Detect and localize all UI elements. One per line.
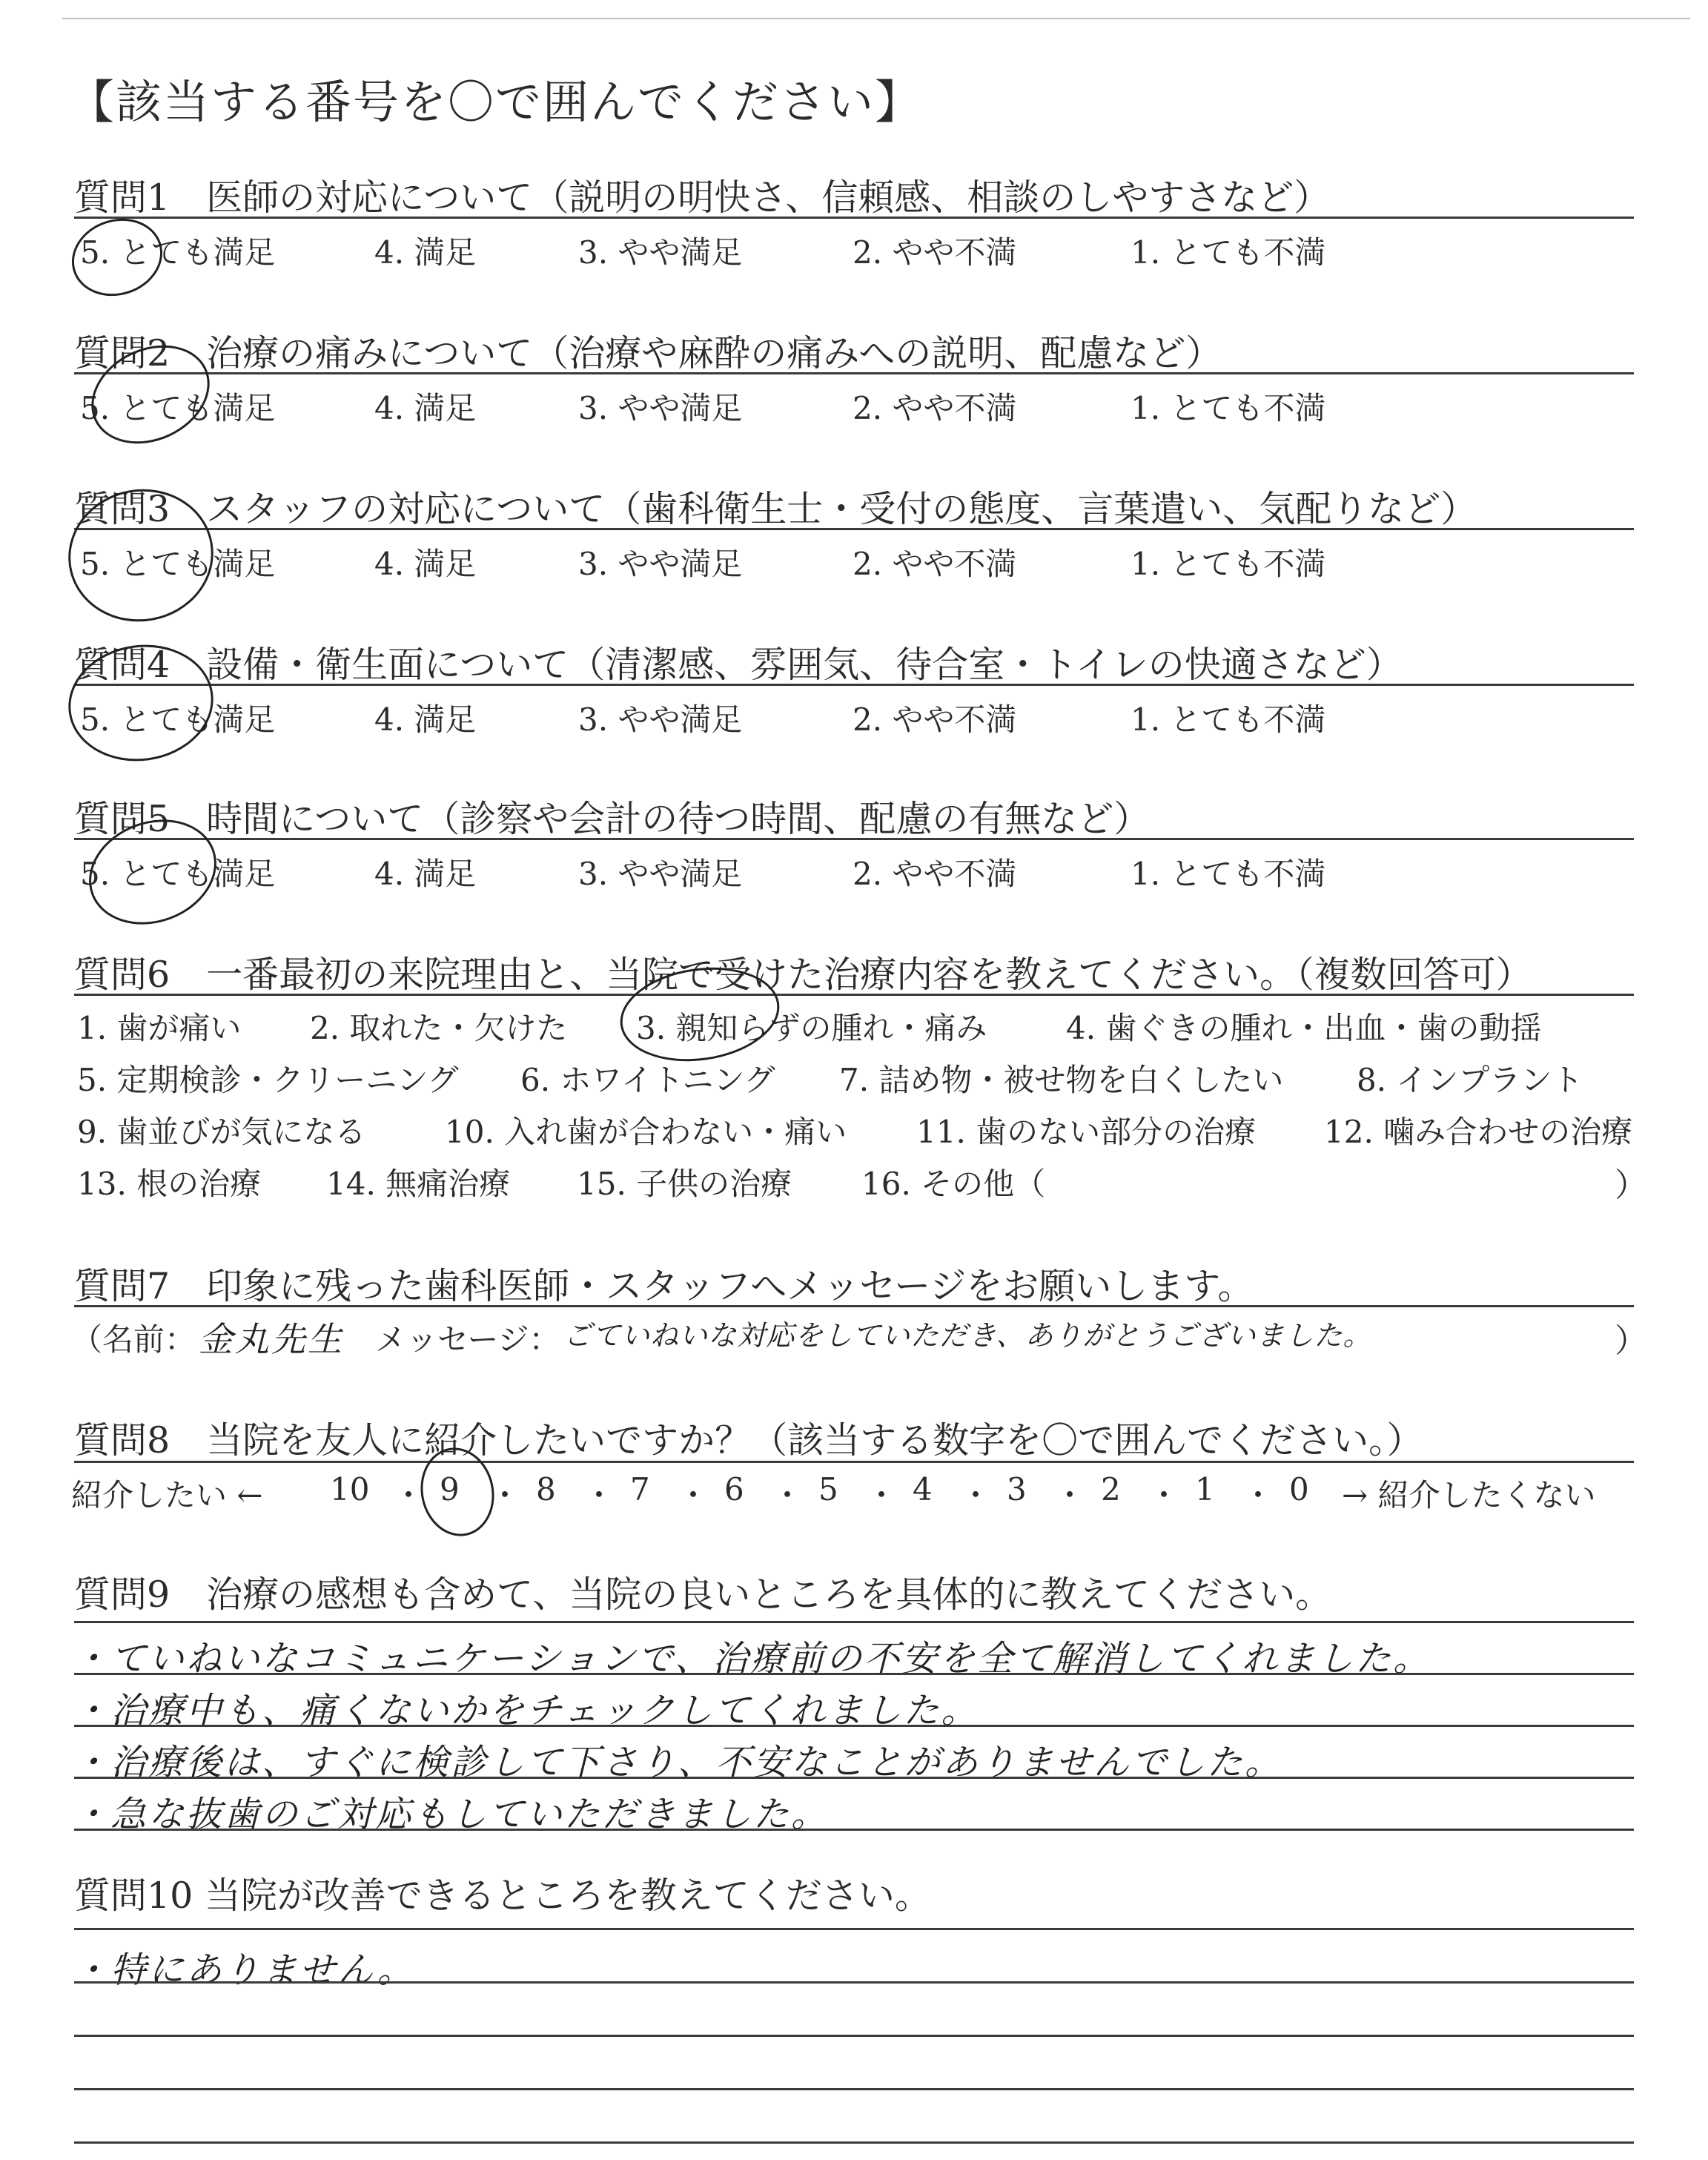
question-label: 質問10 当院が改善できるところを教えてください。 <box>74 1875 931 1917</box>
reason-option[interactable]: 11. 歯のない部分の治療 <box>916 1114 1257 1150</box>
scale-5[interactable]: 5 <box>818 1471 838 1507</box>
reason-option[interactable]: 10. 入れ歯が合わない・痛い <box>445 1114 847 1150</box>
reason-option[interactable]: 7. 詰め物・被せ物を白くしたい <box>839 1062 1284 1098</box>
question-label: 質問4 設備・衛生面について（清潔感、雰囲気、待合室・トイレの快適さなど） <box>74 644 1403 686</box>
option-1[interactable]: 1. とても不満 <box>1131 390 1326 426</box>
reason-option[interactable]: 16. その他（ <box>861 1166 1046 1202</box>
option-5[interactable]: 5. とても満足 <box>80 390 276 426</box>
top-border <box>62 18 1690 19</box>
question-label: 質問6 一番最初の来院理由と、当院で受けた治療内容を教えてください。（複数回答可） <box>74 954 1532 996</box>
option-3[interactable]: 3. やや満足 <box>578 546 743 582</box>
answer-line <box>74 1981 1634 1984</box>
message-close-paren: ） <box>1615 1322 1647 1360</box>
answer-line <box>74 1928 1634 1930</box>
underline <box>74 217 1634 219</box>
option-5[interactable]: 5. とても満足 <box>80 856 276 892</box>
scale-2[interactable]: 2 <box>1101 1471 1121 1507</box>
answer-line <box>74 1777 1634 1779</box>
scale-8[interactable]: 8 <box>536 1471 556 1507</box>
option-2[interactable]: 2. やや不満 <box>853 546 1017 582</box>
option-4[interactable]: 4. 満足 <box>374 701 477 738</box>
underline <box>74 528 1634 530</box>
answer-line <box>74 1621 1634 1623</box>
answer-line <box>74 2035 1634 2037</box>
option-3[interactable]: 3. やや満足 <box>578 701 743 738</box>
option-1[interactable]: 1. とても不満 <box>1131 701 1326 738</box>
scale-0[interactable]: 0 <box>1289 1471 1309 1507</box>
scale-7[interactable]: 7 <box>630 1471 650 1507</box>
reason-option[interactable]: 15. 子供の治療 <box>577 1166 792 1202</box>
reason-option[interactable]: 4. 歯ぐきの腫れ・出血・歯の動揺 <box>1066 1010 1542 1046</box>
underline <box>74 684 1634 686</box>
scale-3[interactable]: 3 <box>1007 1471 1027 1507</box>
page-title: 【該当する番号を〇で囲んでください】 <box>68 75 923 129</box>
recommend-right-label: → 紹介したくない <box>1342 1477 1596 1513</box>
answer-line-1[interactable]: ・ていねいなコミュニケーションで、治療前の不安を全て解消してくれました。 <box>73 1638 1431 1680</box>
answer-line <box>74 2141 1634 2144</box>
reason-option[interactable]: 9. 歯並びが気になる <box>77 1114 366 1150</box>
name-answer[interactable]: 金丸先生 <box>199 1319 344 1359</box>
question-label: 質問2 治療の痛みについて（治療や麻酔の痛みへの説明、配慮など） <box>74 332 1222 374</box>
option-5[interactable]: 5. とても満足 <box>80 546 276 582</box>
reason-option[interactable]: 3. 親知らずの腫れ・痛み <box>636 1010 987 1046</box>
scale-4[interactable]: 4 <box>913 1471 933 1507</box>
reason-option[interactable]: 5. 定期検診・クリーニング <box>77 1062 459 1098</box>
scale-10[interactable]: 10 <box>330 1471 370 1507</box>
option-5[interactable]: 5. とても満足 <box>80 701 276 738</box>
scale-9[interactable]: 9 <box>440 1471 460 1507</box>
answer-line <box>74 1673 1634 1675</box>
option-2[interactable]: 2. やや不満 <box>853 390 1017 426</box>
question-label: 質問8 当院を友人に紹介したいですか？（該当する数字を〇で囲んでください。） <box>74 1419 1423 1462</box>
underline <box>74 838 1634 840</box>
reason-option[interactable]: 12. 噛み合わせの治療 <box>1324 1114 1633 1150</box>
option-3[interactable]: 3. やや満足 <box>578 234 743 271</box>
name-label: （名前： <box>71 1321 196 1358</box>
question-label: 質問7 印象に残った歯科医師・スタッフへメッセージをお願いします。 <box>74 1265 1254 1307</box>
option-2[interactable]: 2. やや不満 <box>853 856 1017 892</box>
option-4[interactable]: 4. 満足 <box>374 234 477 271</box>
scale-6[interactable]: 6 <box>724 1471 744 1507</box>
option-1[interactable]: 1. とても不満 <box>1131 856 1326 892</box>
option-4[interactable]: 4. 満足 <box>374 856 477 892</box>
option-2[interactable]: 2. やや不満 <box>853 701 1017 738</box>
reason-option[interactable]: 14. 無痛治療 <box>326 1166 511 1202</box>
message-answer[interactable]: ごていねいな対応をしていただき、ありがとうございました。 <box>563 1319 1372 1352</box>
question-label: 質問3 スタッフの対応について（歯科衛生士・受付の態度、言葉遣い、気配りなど） <box>74 488 1477 530</box>
answer-line <box>74 2088 1634 2090</box>
underline <box>74 994 1634 996</box>
message-label: メッセージ： <box>375 1321 560 1358</box>
option-5[interactable]: 5. とても満足 <box>80 234 276 271</box>
option-1[interactable]: 1. とても不満 <box>1131 546 1326 582</box>
question-label: 質問9 治療の感想も含めて、当院の良いところを具体的に教えてください。 <box>74 1573 1332 1616</box>
reason-option[interactable]: 6. ホワイトニング <box>520 1062 775 1098</box>
answer-line-4[interactable]: ・急な抜歯のご対応もしていただきました。 <box>73 1794 830 1835</box>
option-4[interactable]: 4. 満足 <box>374 546 477 582</box>
underline <box>74 372 1634 374</box>
answer-line-1[interactable]: ・特にありません。 <box>73 1949 415 1991</box>
scale-1[interactable]: 1 <box>1195 1471 1215 1507</box>
selection-circle <box>62 207 172 307</box>
answer-line-2[interactable]: ・治療中も、痛くないかをチェックしてくれました。 <box>73 1690 979 1731</box>
reason-option[interactable]: 2. 取れた・欠けた <box>310 1010 568 1046</box>
reason-option[interactable]: 8. インプラント <box>1357 1062 1583 1098</box>
answer-line <box>74 1725 1634 1727</box>
question-label: 質問1 医師の対応について（説明の明快さ、信頼感、相談のしやすさなど） <box>74 176 1331 219</box>
option-3[interactable]: 3. やや満足 <box>578 856 743 892</box>
underline <box>74 1461 1634 1463</box>
option-3[interactable]: 3. やや満足 <box>578 390 743 426</box>
underline <box>74 1305 1634 1307</box>
option-1[interactable]: 1. とても不満 <box>1131 234 1326 271</box>
option-4[interactable]: 4. 満足 <box>374 390 477 426</box>
answer-line <box>74 1829 1634 1831</box>
recommend-left-label: 紹介したい ← <box>71 1477 263 1513</box>
other-close-paren: ） <box>1615 1166 1647 1204</box>
answer-line-3[interactable]: ・治療後は、すぐに検診して下さり、不安なことがありませんでした。 <box>73 1742 1283 1783</box>
reason-option[interactable]: 1. 歯が痛い <box>77 1010 242 1046</box>
reason-option[interactable]: 13. 根の治療 <box>77 1166 262 1202</box>
option-2[interactable]: 2. やや不満 <box>853 234 1017 271</box>
question-label: 質問5 時間について（診察や会計の待つ時間、配慮の有無など） <box>74 798 1151 840</box>
